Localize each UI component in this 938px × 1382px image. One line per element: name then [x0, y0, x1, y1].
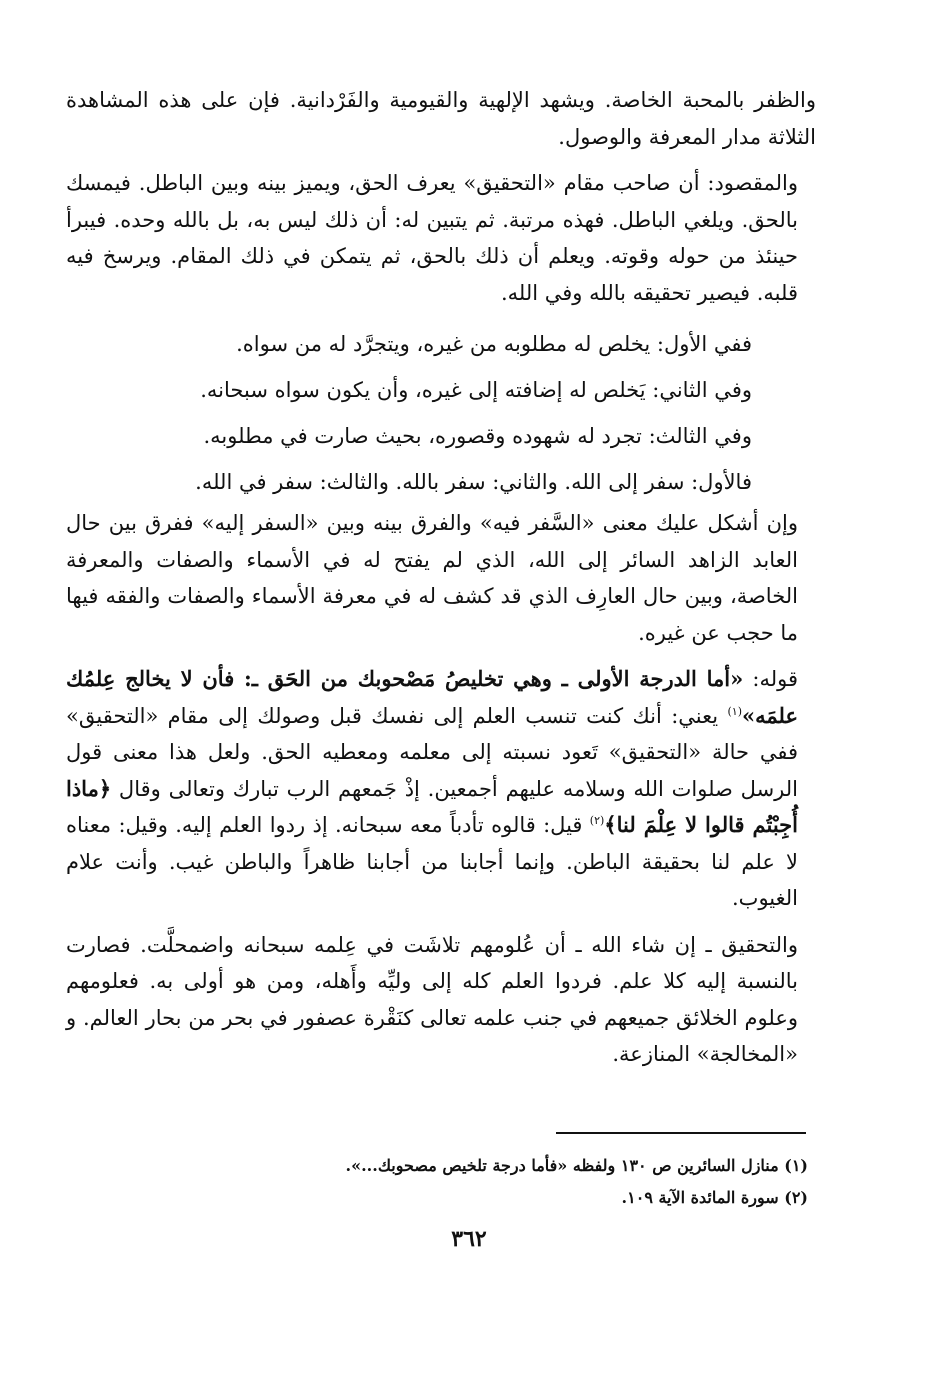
page-number: ٣٦٢ — [451, 1226, 487, 1252]
quran-verse: ﴿ماذا أُجِبْتُم قالوا لا عِلْمَ لنا﴾ — [66, 775, 798, 837]
footnote-1: (١) منازل السائرين ص ١٣٠ ولفظه «فأما درجة تلخيص مصحوبك...». — [345, 1156, 808, 1175]
paragraph-5: والتحقيق ـ إن شاء الله ـ أن عُلومهم تلاشَت في عِلمه سبحانه واضمحلَّت. فصارت بالنسبة إليه كلا علم. فردوا العلم كله إلى وليِّه وأَهله، ومن هو أولى به. فعلومهم وعلوم الخلائق جميعهم في جنب علمه تعالى كنَقْرة عصفور في بحر من بحار العالم. و «المخالجة» المنازعة. — [66, 932, 798, 1066]
line-second-stage: وفي الثاني: يَخلص له إضافته إلى غيره، وأن يكون سواه سبحانه. — [200, 378, 752, 402]
footnote-divider — [556, 1132, 806, 1134]
line-first-stage: ففي الأول: يخلص له مطلوبه من غيره، ويتجرَّد له من سواه. — [236, 332, 752, 356]
footnotes — [260, 1150, 808, 1214]
line-third-stage: وفي الثالث: تجرد له شهوده وقصوره، بحيث صارت في مطلوبه. — [203, 424, 752, 448]
paragraph-1: والظفر بالمحبة الخاصة. ويشهد الإلهية والقيومية والفَرْدانية. فإن على هذه المشاهدة الثلاثة مدار المعرفة والوصول. — [66, 88, 816, 149]
lead-text: قوله: — [743, 667, 799, 691]
paragraph-4 — [66, 661, 816, 917]
line-three-journeys: فالأول: سفر إلى الله. والثاني: سفر بالله. والثالث: سفر في الله. — [195, 470, 752, 494]
quoted-text: «أما الدرجة الأولى ـ وهي تخليصُ مَصْحوبك من الحَق ـ: فأن لا يخالج عِلمُك علمَه» — [66, 666, 798, 728]
body-text-tail: قيل: قالوه تأدباً معه سبحانه. إذ ردوا العلم إليه. وقيل: معناه لا علم لنا بحقيقة الباطن. وإنما أجابنا من أجابنا ظاهراً والباطن غيب. وأنت علام الغيوب. — [66, 813, 798, 910]
body-text: يعني: أنك كنت تنسب العلم إلى نفسك قبل وصولك إلى مقام «التحقيق» ففي حالة «التحقيق» تَعود نسبته إلى معلمه ومعطيه الحق. ولعل هذا معنى قول الرسل صلوات الله وسلامه عليهم أجمعين. إذْ جَمعهم الرب تبارك وتعالى وقال — [66, 703, 798, 801]
footnote-ref-2: (٢) — [589, 814, 605, 827]
footnote-2: (٢) سورة المائدة الآية ١٠٩. — [621, 1188, 808, 1207]
paragraph-3: وإن أشكل عليك معنى «السَّفر فيه» والفرق بينه وبين «السفر إليه» ففرق بين حال العابد الزاهد السائر إلى الله، الذي لم يفتح له في الأسماء والصفات والمعرفة الخاصة، وبين حال العارِف الذي قد كشف له في معرفة الأسماء والصفات والفقه فيها ما حجب عن غيره. — [66, 511, 798, 645]
footnote-ref-1: (١) — [727, 704, 742, 718]
main-text — [66, 82, 816, 1083]
paragraph-2: والمقصود: أن صاحب مقام «التحقيق» يعرف الحق، ويميز بينه وبين الباطل. فيمسك بالحق. ويلغي الباطل. فهذه مرتبة. ثم يتبين له: أن ذلك ليس به، بل بالله وحده. فيبرأ حينئذ من حوله وقوته. ويعلم أن ذلك بالحق، ثم يتمكن في ذلك المقام. ويرسخ فيه قلبه. فيصير تحقيقه بالله وفي الله. — [66, 171, 798, 305]
